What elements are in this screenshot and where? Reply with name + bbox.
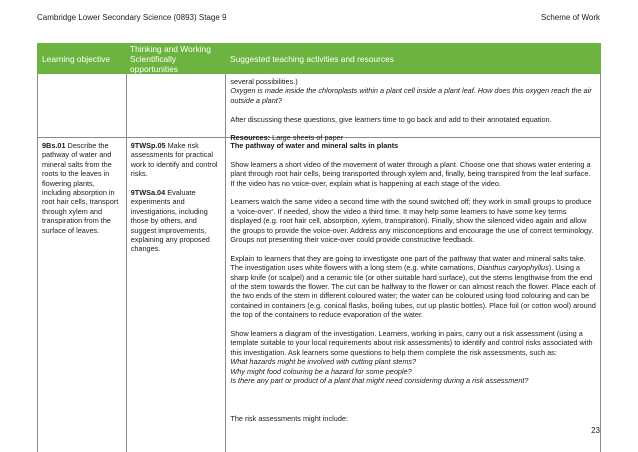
table-row [37,138,601,452]
cell-learning-objective [38,138,126,452]
text-paragraph: Show learners a diagram of the investigation. Learners, working in pairs, carry out a risk assessment (using a template suitable to your local requirements about risk assessments) to identify and control risks associated with this investigation. Ask learners some questions to help them complete the risk assessments, such as: [230,329,593,357]
col-header-activities: Suggested teaching activities and resources [230,53,394,64]
cell-activities [225,138,600,452]
cell-thinking-working [126,138,226,452]
italic-question: Is there any part or product of a plant that might need considering during a risk assessment? [230,376,529,386]
col-header-learning-objective: Learning objective [42,53,110,64]
text-paragraph: Show learners a short video of the movement of water through a plant. Choose one that shows water entering a plant through root hair cells, being transported through xylem and, finally, being transpired from the leaf surface. If the video has no voice-over, explain what is happening at each stage of the video. [230,159,591,188]
species-name: Dianthus caryophyllus [477,263,549,273]
text-paragraph: After discussing these questions, give learners time to go back and add to their annotated equation. [230,114,552,124]
objective-code: 9Bs.01 [42,141,66,150]
document-header-title: Cambridge Lower Secondary Science (0893) Stage 9 [37,13,227,22]
tws-code: 9TWSa.04 [130,188,166,198]
text-paragraph: Learners watch the same video a second time with the sound switched off; they work in small groups to produce a ‘voice-over’. If needed, show the video a third time. It may help some learners to have some key terms displayed (e.g. root hair cell, absorption, xylem, transpiration). Finally, show the silenced video again and allow the groups to provide the voice-over. Address any misconceptions and encourage the use of correct terminology. Groups not presenting their voice-over could provide constructive feedback. [230,197,594,245]
table-header-row [37,43,601,74]
italic-question: Oxygen is made inside the chloroplasts within a plant cell inside a plant leaf. How does this oxygen reach the air outside a plant? [230,86,592,105]
tws-text: Make risk assessments for practical work to identify and control risks. [130,141,218,179]
col-header-thinking-working: Thinking and Working Scientifically opportunities [130,43,211,74]
tws-text: Evaluate experiments and investigations, including those by others, and suggest improvements, explaining any proposed changes. [130,188,210,254]
activity-title: The pathway of water and mineral salts in plants [230,141,399,150]
cell-activities [225,74,600,143]
objective-text: Describe the pathway of water and mineral salts from the roots to the leaves in flowering plants, including absorption in root hair cells, transport through xylem and transpiration from the surface of leaves. [42,141,119,235]
cell-learning-objective [38,74,126,137]
table-row [37,74,601,143]
resources-label: Resources: [230,133,271,143]
scheme-table [37,43,601,452]
document-header-label: Scheme of Work [541,13,600,22]
text-paragraph: Explain to learners that they are going to investigate one part of the pathway that water and mineral salts take. The investigation uses white flowers with a long stem (e.g. white carnations, Dianthus caryophyllus). Using a sharp knife (or scalpel) and a ceramic tile (or other suitable hard surface), cut the stems lengthwise from the end of the stem towards the flower. The cut can be halfway to the flower or can almost reach the flower. Place each of the two ends of the stem in different coloured water; the water can be coloured using food colouring and can be contained in containers (e.g. conical flasks, boiling tubes, cut up plastic bottles). Place foil (or cotton wool) around the top of the containers to reduce evaporation of the water. [230,253,596,320]
italic-question: Why might food colouring be a hazard for some people? [230,366,412,376]
cell-thinking-working [126,74,226,137]
text-line: several possibilities.) [230,77,298,86]
text-paragraph: The risk assessments might include: [230,413,348,423]
tws-code: 9TWSp.05 [130,141,166,150]
resources-line: Resources: Large sheets of paper [230,133,344,143]
page-number: 23 [591,426,600,435]
italic-question: What hazards might be involved with cutting plant stems? [230,357,417,367]
